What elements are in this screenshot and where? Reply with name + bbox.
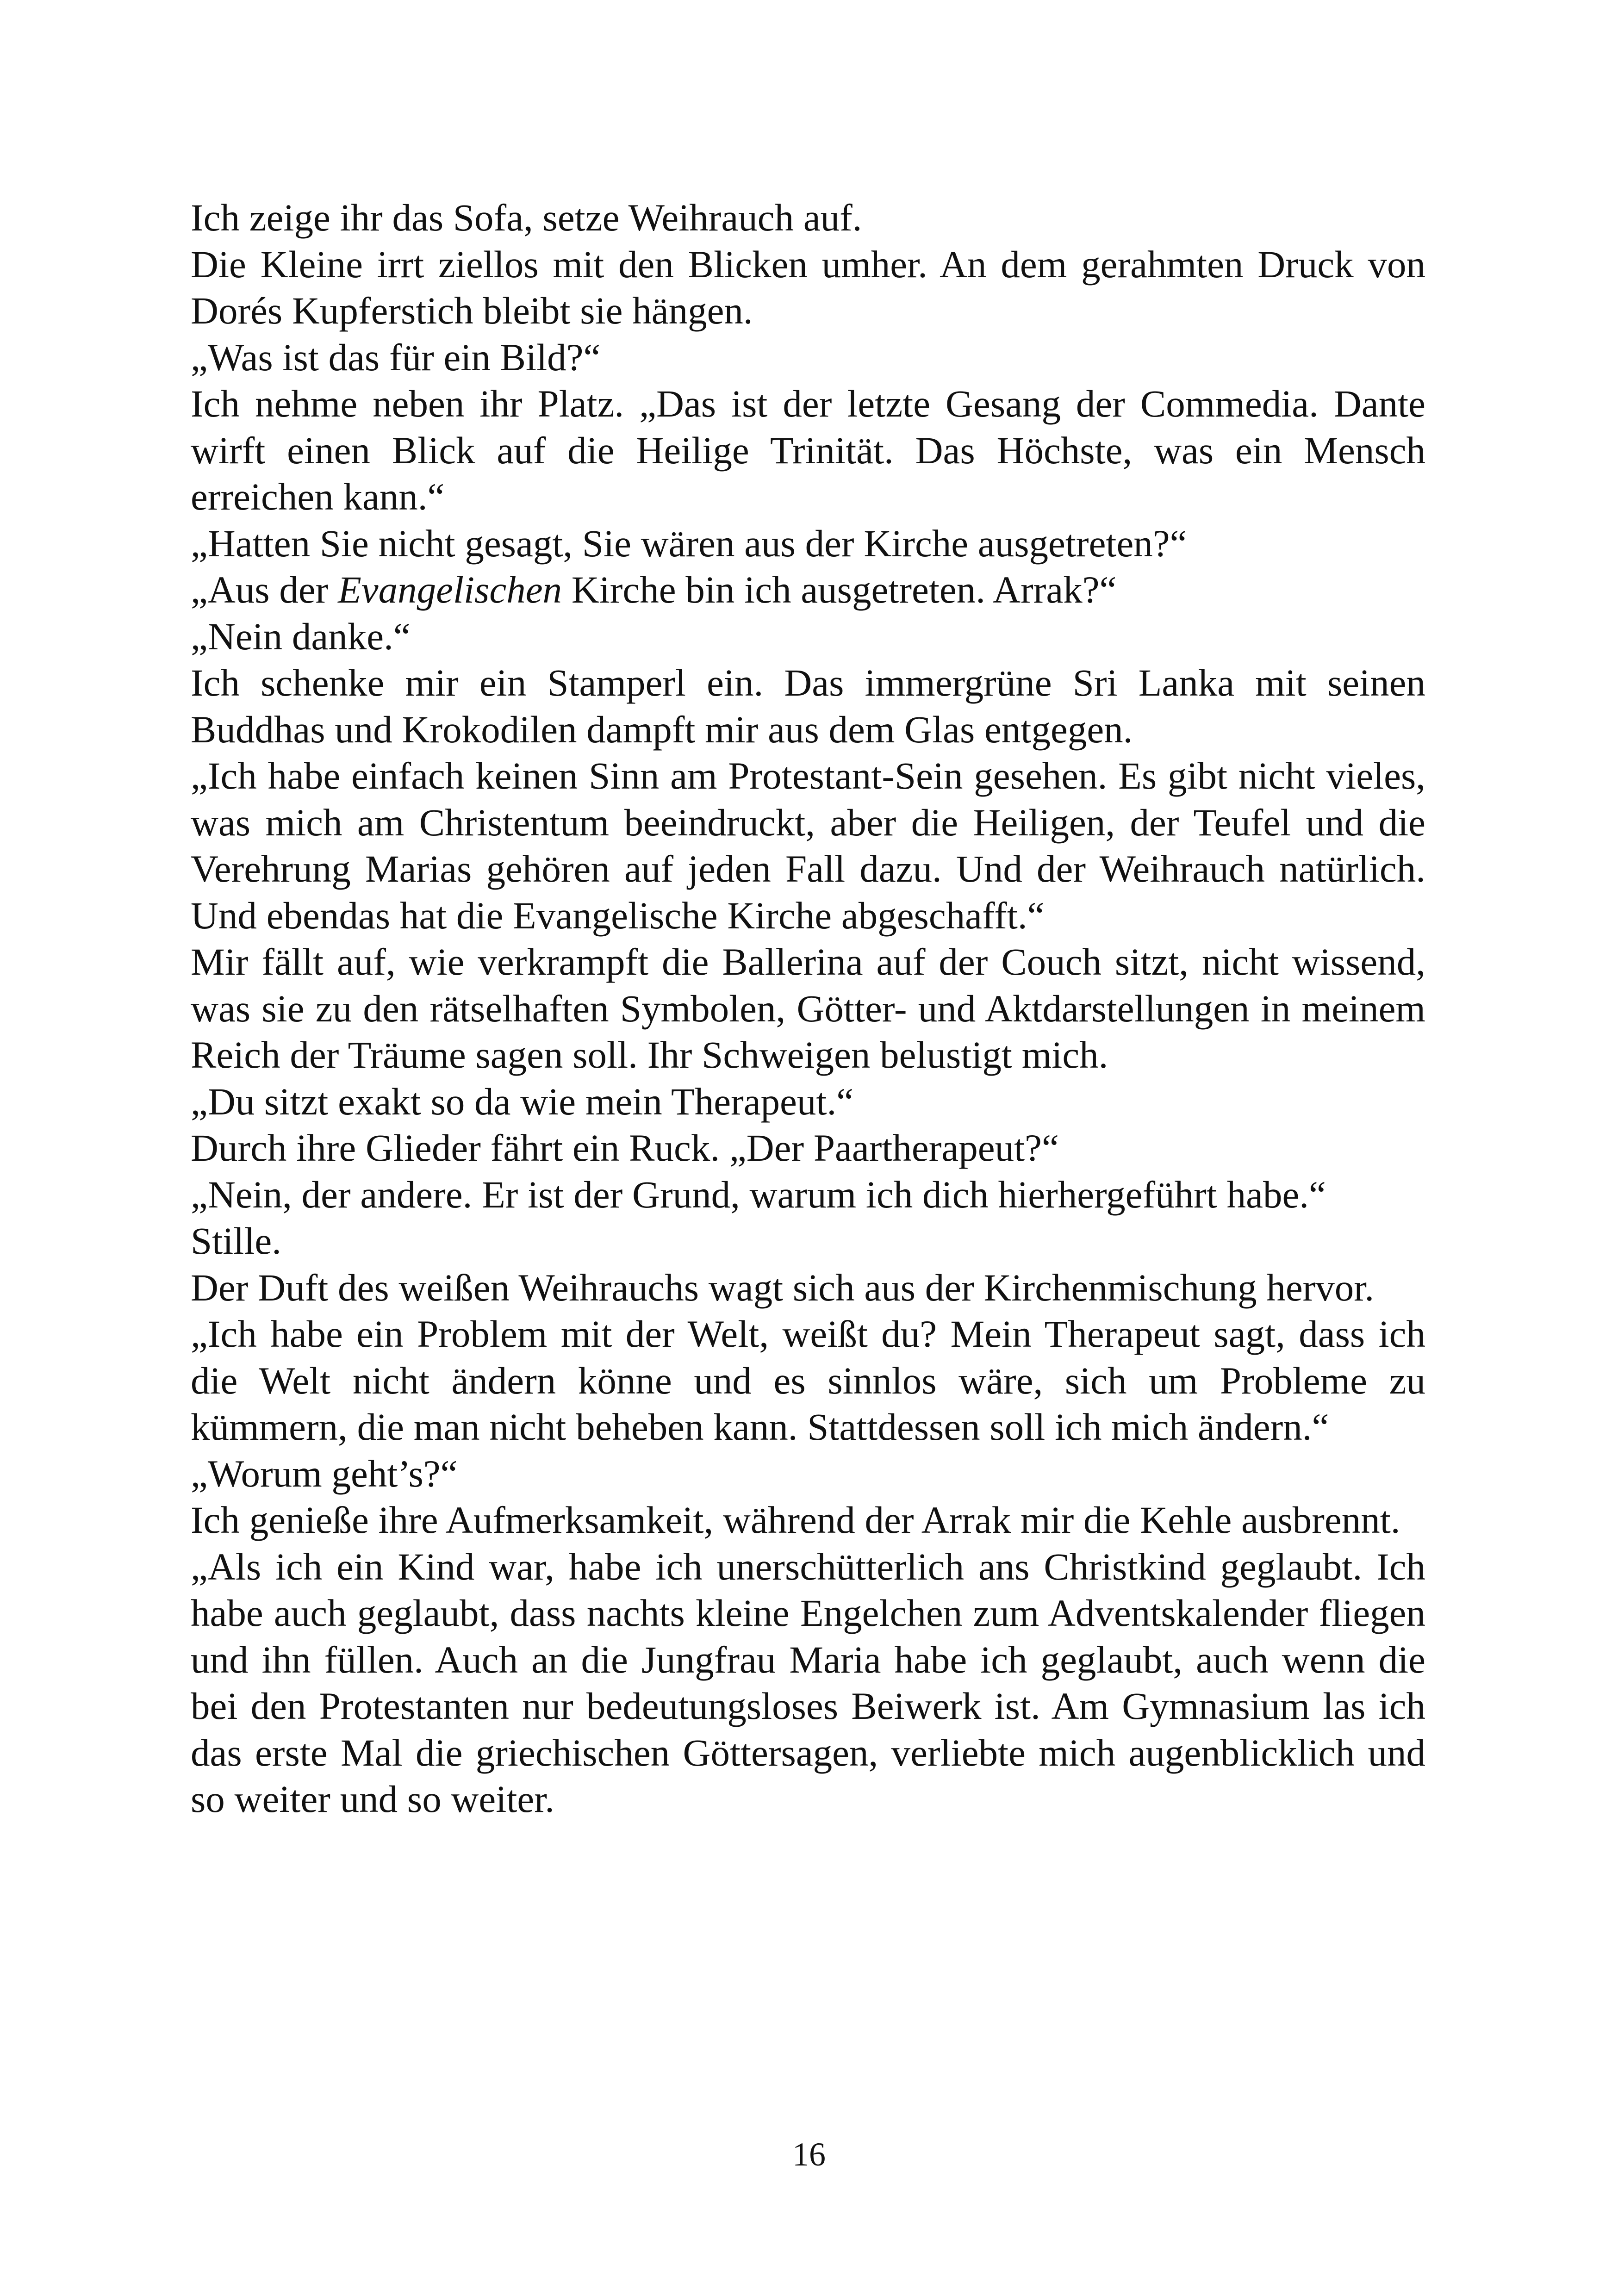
paragraph: „Du sitzt exakt so da wie mein Therapeut.“: [191, 1080, 854, 1123]
page-number: 16: [792, 2136, 826, 2173]
paragraph: „Was ist das für ein Bild?“: [191, 336, 601, 379]
paragraph: „Nein, der andere. Er ist der Grund, warum ich dich hierhergeführt habe.“: [191, 1173, 1326, 1216]
paragraph: Ich schenke mir ein Stamperl ein. Das immergrüne Sri Lanka mit seinen Buddhas und Krokodilen dampft mir aus dem Glas entgegen.: [191, 661, 1425, 751]
paragraph-text: Kirche bin ich ausgetreten. Arrak?“: [562, 568, 1117, 611]
paragraph: Stille.: [191, 1220, 281, 1262]
paragraph: Ich nehme neben ihr Platz. „Das ist der letzte Gesang der Commedia. Dante wirft einen Blick auf die Heilige Trinität. Das Höchste, was ein Mensch erreichen kann.“: [191, 382, 1425, 518]
paragraph-text: „Aus der: [191, 568, 338, 611]
paragraph: „Nein danke.“: [191, 615, 411, 658]
paragraph: Die Kleine irrt ziellos mit den Blicken umher. An dem gerahmten Druck von Dorés Kupferstich bleibt sie hängen.: [191, 243, 1425, 332]
paragraph: Ich zeige ihr das Sofa, setze Weihrauch auf.: [191, 196, 862, 239]
paragraph: Durch ihre Glieder fährt ein Ruck. „Der Paartherapeut?“: [191, 1126, 1059, 1169]
paragraph: Mir fällt auf, wie verkrampft die Ballerina auf der Couch sitzt, nicht wissend, was sie zu den rätselhaften Symbolen, Götter- und Aktdarstellungen in meinem Reich der Träume sagen soll. Ihr Schweigen belustigt mich.: [191, 940, 1425, 1076]
paragraph: „Worum geht’s?“: [191, 1452, 458, 1495]
paragraph: „Hatten Sie nicht gesagt, Sie wären aus der Kirche ausgetreten?“: [191, 522, 1187, 565]
paragraph: [191, 566, 1425, 613]
paragraph: „Ich habe ein Problem mit der Welt, weißt du? Mein Therapeut sagt, dass ich die Welt nicht ändern könne und es sinnlos wäre, sich um Probleme zu kümmern, die man nicht beheben kann. Stattdessen soll ich mich ändern.“: [191, 1313, 1425, 1448]
emphasized-word: Evangelischen: [338, 568, 562, 611]
paragraph: Der Duft des weißen Weihrauchs wagt sich aus der Kirchenmischung hervor.: [191, 1266, 1375, 1309]
paragraph: Ich genieße ihre Aufmerksamkeit, während der Arrak mir die Kehle ausbrennt.: [191, 1499, 1400, 1541]
paragraph: „Als ich ein Kind war, habe ich unerschütterlich ans Christkind geglaubt. Ich habe auch geglaubt, dass nachts kleine Engelchen zum Adventskalender fliegen und ihn füllen. Auch an die Jungfrau Maria habe ich geglaubt, auch wenn die bei den Protestanten nur bedeutungsloses Beiwerk ist. Am Gymnasium las ich das erste Mal die griechischen Göttersagen, verliebte mich augenblicklich und so weiter und so weiter.: [191, 1545, 1425, 1820]
body-text: [191, 194, 1425, 1823]
paragraph: „Ich habe einfach keinen Sinn am Protestant-Sein gesehen. Es gibt nicht vieles, was mich am Christentum beeindruckt, aber die Heiligen, der Teufel und die Verehrung Marias gehören auf jeden Fall dazu. Und der Weihrauch natürlich. Und ebendas hat die Evangelische Kirche abgeschafft.“: [191, 754, 1425, 937]
